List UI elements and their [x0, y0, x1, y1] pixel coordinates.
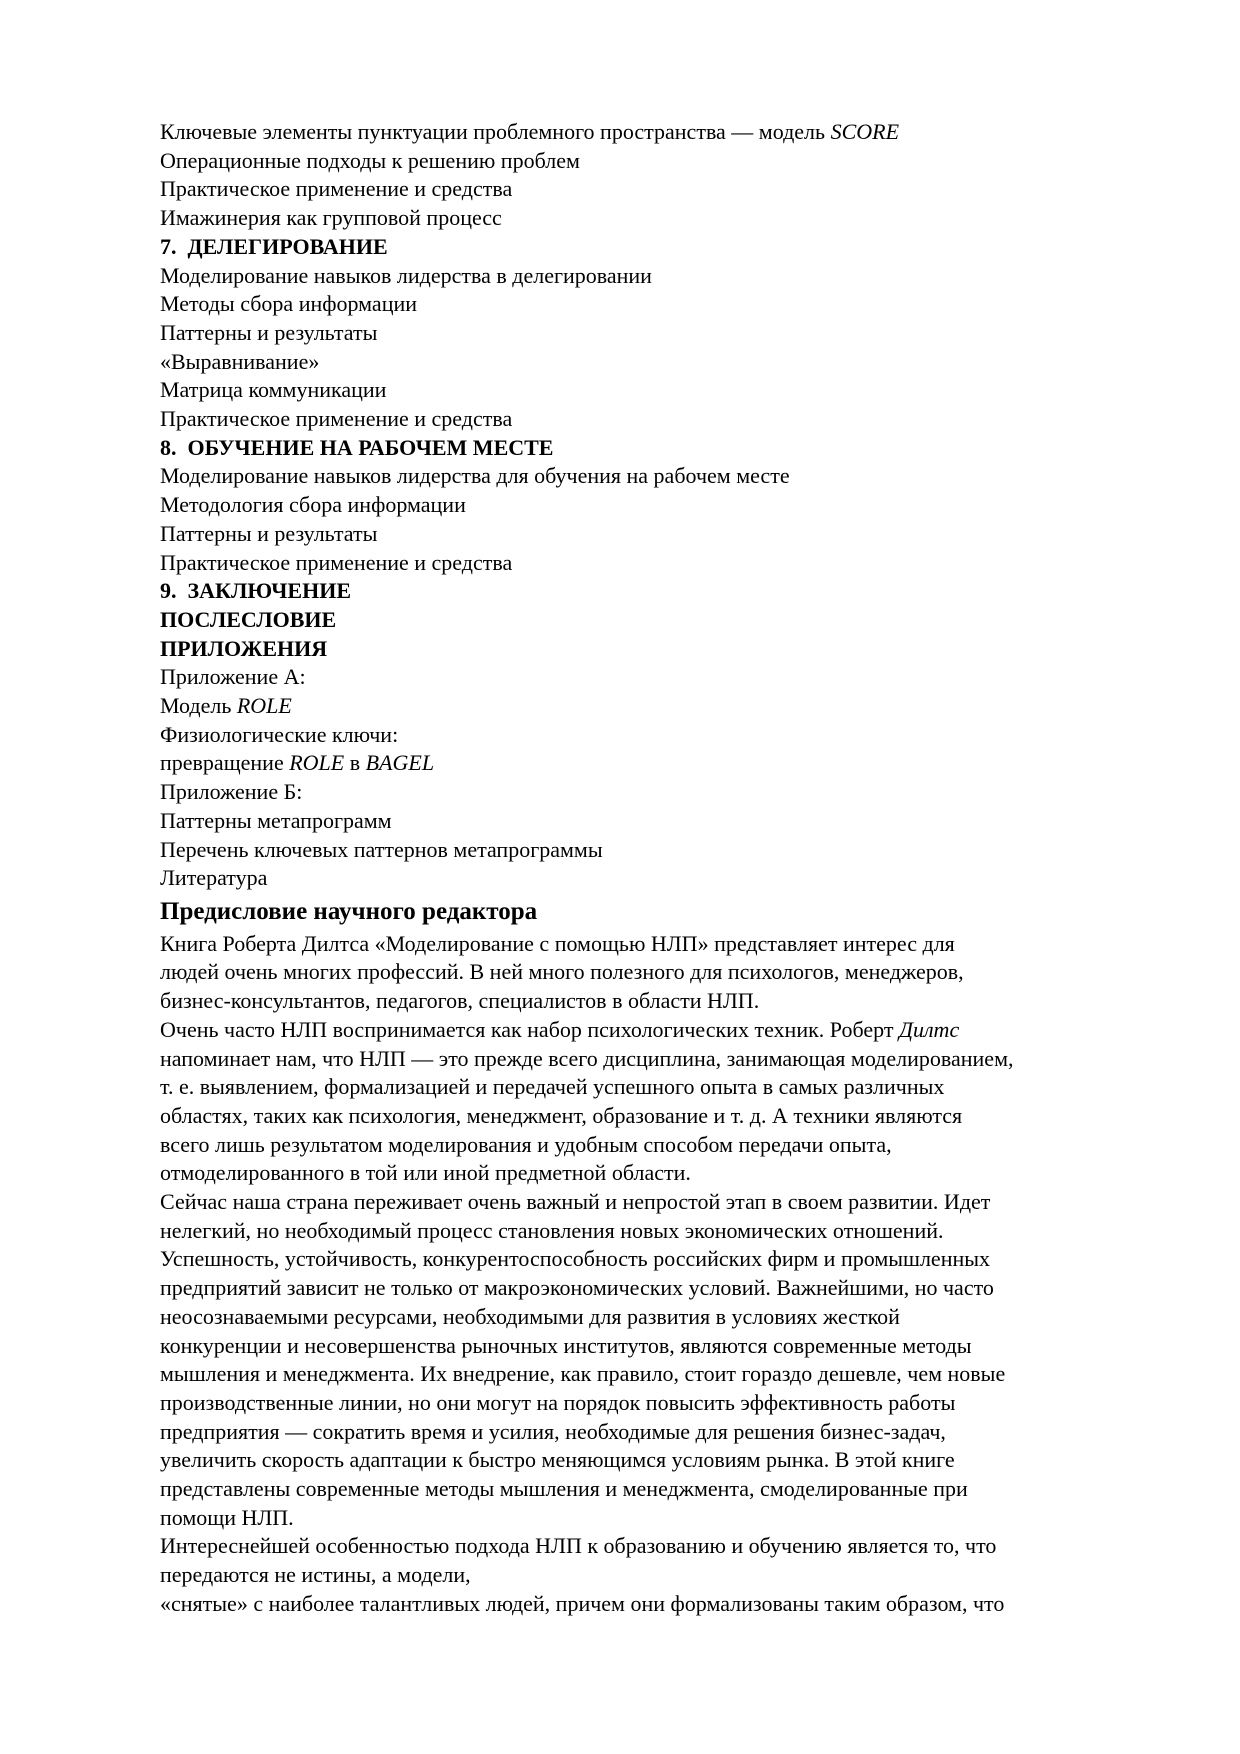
text-run: Операционные подходы к решению проблем	[160, 147, 580, 173]
body-line	[160, 1217, 1125, 1246]
text-run: Имажинерия как групповой процесс	[160, 205, 502, 231]
body-line	[160, 1446, 1125, 1475]
text-run: увеличить скорость адаптации к быстро меняющимся условиям рынка. В этой книге	[160, 1447, 955, 1473]
toc-entry	[160, 376, 1125, 405]
text-run: Приложение А:	[160, 664, 306, 690]
text-run: Успешность, устойчивость, конкурентоспособность российских фирм и промышленных	[160, 1246, 991, 1272]
text-run: «Выравнивание»	[160, 348, 320, 374]
text-run: Очень часто НЛП воспринимается как набор психологических техник. Роберт	[160, 1016, 899, 1042]
text-run: 7. ДЕЛЕГИРОВАНИЕ	[160, 233, 388, 259]
toc-entry	[160, 721, 1125, 750]
text-run: Методология сбора информации	[160, 492, 466, 518]
italic-text-run: ROLE	[289, 750, 345, 776]
toc-entry	[160, 204, 1125, 233]
text-run: Приложение Б:	[160, 779, 303, 805]
toc-chapter	[160, 606, 1125, 635]
text-run: представлены современные методы мышления и менеджмента, смоделированные при	[160, 1476, 968, 1502]
text-run: ПОСЛЕСЛОВИЕ	[160, 606, 337, 632]
body-line	[160, 1102, 1125, 1131]
text-run: передаются не истины, а модели,	[160, 1562, 471, 1588]
text-run: Паттерны и результаты	[160, 319, 378, 345]
toc-entry	[160, 348, 1125, 377]
text-run: Литература	[160, 865, 268, 891]
body-line	[160, 1590, 1125, 1619]
toc-entry	[160, 290, 1125, 319]
toc-entry	[160, 262, 1125, 291]
italic-text-run: BAGEL	[365, 750, 435, 776]
toc-entry	[160, 778, 1125, 807]
text-run: в	[344, 750, 366, 776]
text-run: предприятия — сократить время и усилия, необходимые для решения бизнес-задач,	[160, 1418, 946, 1444]
body-line	[160, 1131, 1125, 1160]
toc-entry	[160, 864, 1125, 893]
body-line	[160, 1389, 1125, 1418]
text-run: Паттерны и результаты	[160, 520, 378, 546]
body-line	[160, 930, 1125, 959]
text-run: отмоделированного в той или иной предметной области.	[160, 1160, 691, 1186]
text-run: Методы сбора информации	[160, 291, 418, 317]
text-run: Моделирование навыков лидерства для обучения на рабочем месте	[160, 463, 790, 489]
toc-entry	[160, 749, 1125, 778]
text-run: помощи НЛП.	[160, 1504, 294, 1530]
text-run: Предисловие научного редактора	[160, 897, 538, 925]
text-run: бизнес-консультантов, педагогов, специалистов в области НЛП.	[160, 988, 760, 1014]
text-run: превращение	[160, 750, 290, 776]
text-run: Практическое применение и средства	[160, 406, 513, 432]
text-run: конкуренции и несовершенства рыночных институтов, являются современные методы	[160, 1332, 972, 1358]
body-line	[160, 1073, 1125, 1102]
italic-text-run: SCORE	[830, 119, 900, 144]
toc-chapter	[160, 635, 1125, 664]
text-run: Книга Роберта Дилтса «Моделирование с помощью НЛП» представляет интерес для	[160, 930, 955, 956]
toc-chapter	[160, 577, 1125, 606]
italic-text-run: ROLE	[236, 693, 292, 719]
toc-entry	[160, 118, 1125, 147]
text-run: неосознаваемыми ресурсами, необходимыми для развития в условиях жесткой	[160, 1303, 900, 1329]
body-line	[160, 1303, 1125, 1332]
text-run: Модель	[160, 693, 237, 719]
preface-heading	[160, 893, 1125, 930]
toc-entry	[160, 692, 1125, 721]
body-line	[160, 1245, 1125, 1274]
text-run: т. е. выявлением, формализацией и передачей успешного опыта в самых различных	[160, 1074, 945, 1100]
body-line	[160, 1159, 1125, 1188]
toc-entry	[160, 175, 1125, 204]
toc-entry	[160, 491, 1125, 520]
toc-chapter	[160, 233, 1125, 262]
text-run: всего лишь результатом моделирования и удобным способом передачи опыта,	[160, 1131, 892, 1157]
body-line	[160, 1561, 1125, 1590]
text-run: Сейчас наша страна переживает очень важный и непростой этап в своем развитии. Идет	[160, 1189, 991, 1215]
toc-entry	[160, 462, 1125, 491]
text-run: Ключевые элементы пунктуации проблемного пространства — модель	[160, 119, 831, 144]
toc-entry	[160, 663, 1125, 692]
text-run: Практическое применение и средства	[160, 549, 513, 575]
body-line	[160, 1274, 1125, 1303]
text-run: людей очень многих профессий. В ней много полезного для психологов, менеджеров,	[160, 959, 964, 985]
body-line	[160, 1475, 1125, 1504]
text-run: Перечень ключевых паттернов метапрограммы	[160, 836, 603, 862]
text-run: «снятые» с наиболее талантливых людей, причем они формализованы таким образом, что	[160, 1590, 1005, 1616]
toc-entry	[160, 405, 1125, 434]
text-run: нелегкий, но необходимый процесс становления новых экономических отношений.	[160, 1217, 944, 1243]
body-line	[160, 1332, 1125, 1361]
toc-entry	[160, 836, 1125, 865]
text-run: Паттерны метапрограмм	[160, 807, 392, 833]
body-line	[160, 1360, 1125, 1389]
text-run: ПРИЛОЖЕНИЯ	[160, 635, 328, 661]
body-line	[160, 1418, 1125, 1447]
text-run: предприятий зависит не только от макроэкономических условий. Важнейшими, но часто	[160, 1275, 994, 1301]
body-line	[160, 958, 1125, 987]
text-run: 9. ЗАКЛЮЧЕНИЕ	[160, 578, 351, 604]
toc-chapter	[160, 434, 1125, 463]
text-run: Интереснейшей особенностью подхода НЛП к образованию и обучению является то, что	[160, 1533, 997, 1559]
text-run: напоминает нам, что НЛП — это прежде всего дисциплина, занимающая моделированием,	[160, 1045, 1014, 1071]
text-run: мышления и менеджмента. Их внедрение, как правило, стоит гораздо дешевле, чем новые	[160, 1361, 1006, 1387]
body-line	[160, 1532, 1125, 1561]
body-line	[160, 1016, 1125, 1045]
text-run: Моделирование навыков лидерства в делегировании	[160, 262, 652, 288]
text-run: Физиологические ключи:	[160, 721, 399, 747]
text-run: областях, таких как психология, менеджмент, образование и т. д. А техники являются	[160, 1102, 963, 1128]
text-run: 8. ОБУЧЕНИЕ НА РАБОЧЕМ МЕСТЕ	[160, 434, 554, 460]
toc-entry	[160, 147, 1125, 176]
toc-entry	[160, 319, 1125, 348]
text-run: производственные линии, но они могут на порядок повысить эффективность работы	[160, 1389, 956, 1415]
toc-entry	[160, 807, 1125, 836]
body-line	[160, 987, 1125, 1016]
text-block	[160, 118, 1125, 1619]
text-run: Практическое применение и средства	[160, 176, 513, 202]
body-line	[160, 1504, 1125, 1533]
toc-entry	[160, 549, 1125, 578]
body-line	[160, 1188, 1125, 1217]
italic-text-run: Дилтс	[898, 1016, 960, 1042]
body-line	[160, 1045, 1125, 1074]
text-run: Матрица коммуникации	[160, 377, 387, 403]
toc-entry	[160, 520, 1125, 549]
